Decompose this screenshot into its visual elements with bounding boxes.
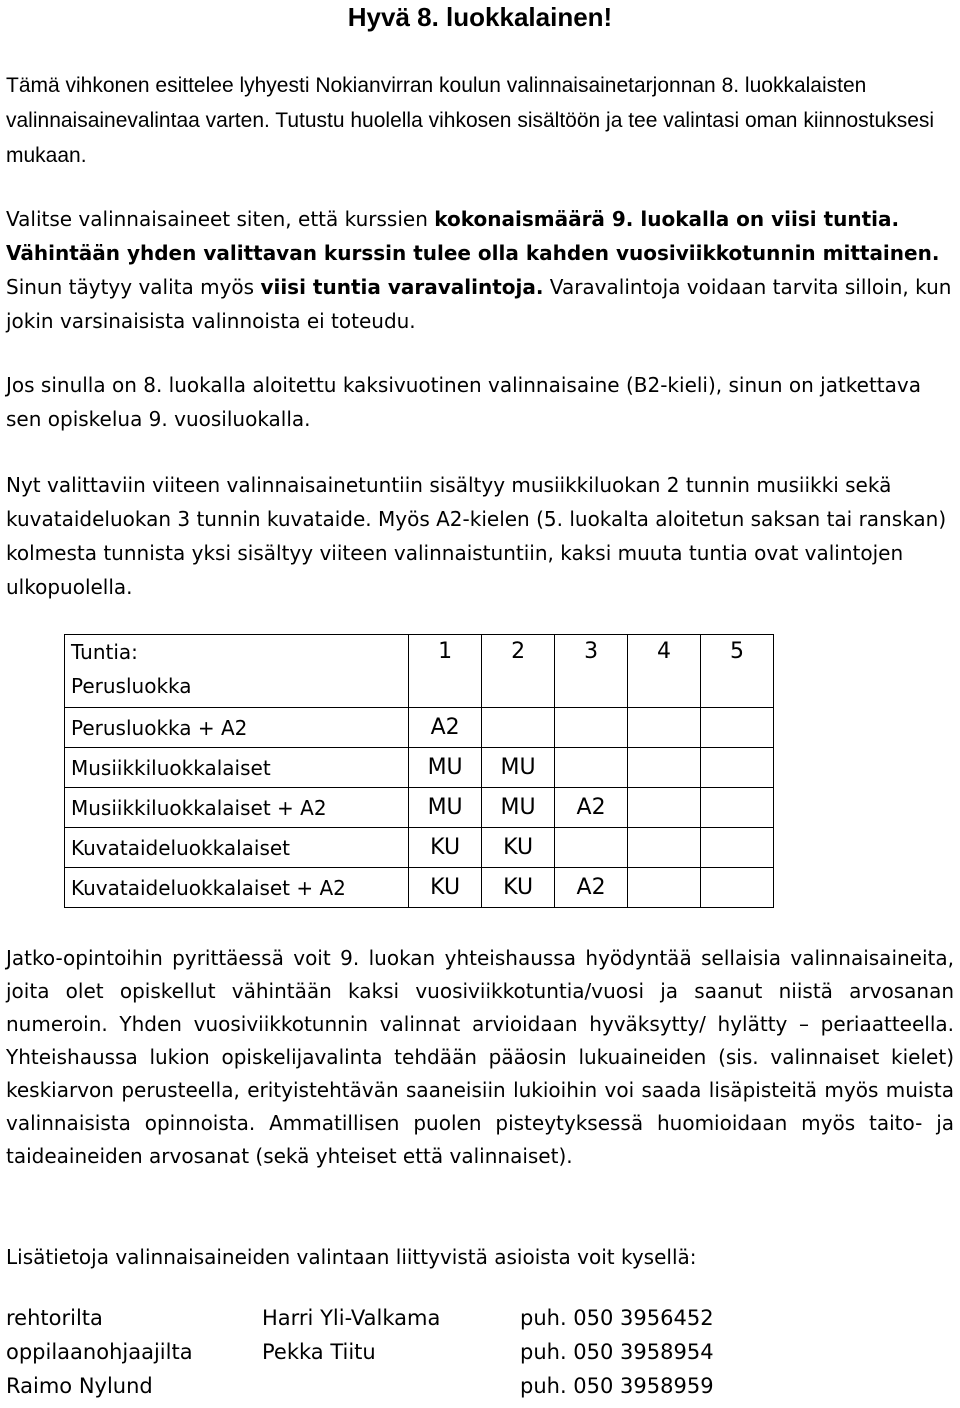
course-hours-table: [64, 634, 774, 908]
rules-bold-2: viisi tuntia varavalintoja.: [260, 275, 544, 299]
table-cell: [628, 708, 701, 748]
table-cell: A2: [409, 708, 482, 748]
table-cell: A2: [555, 788, 628, 828]
table-row: [65, 828, 774, 868]
table-cell: MU: [482, 788, 555, 828]
contact-name: Harri Yli-Valkama: [262, 1306, 441, 1330]
contact-phone: puh. 050 3958959: [520, 1374, 714, 1398]
table-cell: [555, 748, 628, 788]
table-row: [65, 868, 774, 908]
table-header-label-cell: [65, 635, 409, 708]
table-cell: [628, 788, 701, 828]
table-cell: [628, 868, 701, 908]
intro-paragraph: Tämä vihkonen esittelee lyhyesti Nokianvirran koulun valinnaisainetarjonnan 8. luokkalaisten valinnaisainevalintaa varten. Tutustu huolella vihkosen sisältöön ja tee valintasi oman kiinnostuksesi mukaan.: [6, 74, 935, 167]
table-row-label: Perusluokka + A2: [65, 708, 409, 748]
table-cell: [555, 708, 628, 748]
contact-role: rehtorilta: [6, 1306, 103, 1330]
rules-text-3: Varavalintoja voidaan tarvita silloin, kun jokin varsinaisista valinnoista ei toteudu.: [6, 275, 952, 333]
table-cell: [628, 828, 701, 868]
table-row-label: Kuvataideluokkalaiset: [65, 828, 409, 868]
table-cell: MU: [409, 788, 482, 828]
table-row-label: Musiikkiluokkalaiset: [65, 748, 409, 788]
table-cell: KU: [482, 828, 555, 868]
contact-phone: puh. 050 3956452: [520, 1306, 714, 1330]
table-cell: [628, 748, 701, 788]
rules-paragraph: [6, 202, 954, 338]
table-header-row: [65, 635, 774, 708]
table-row: [65, 788, 774, 828]
table-header-label: Tuntia:: [71, 640, 138, 664]
rules-bold-1: kokonaismäärä 9. luokalla on viisi tuntia. Vähintään yhden valittavan kurssin tulee olla kahden vuosiviikkotunnin mittainen.: [6, 207, 940, 265]
contact-role: Raimo Nylund: [6, 1374, 153, 1398]
table-cell: KU: [409, 828, 482, 868]
table-cell: [701, 708, 774, 748]
contact-name: Pekka Tiitu: [262, 1340, 376, 1364]
table-row: [65, 748, 774, 788]
page-title: Hyvä 8. luokkalainen!: [347, 2, 613, 32]
table-cell: [701, 788, 774, 828]
table-cell: A2: [555, 868, 628, 908]
table-cell: [701, 868, 774, 908]
table-cell: KU: [409, 868, 482, 908]
table-cell: MU: [409, 748, 482, 788]
table-hour-header: 3: [555, 635, 628, 708]
table-hour-header: 1: [409, 635, 482, 708]
music-art-paragraph: Nyt valittaviin viiteen valinnaisainetuntiin sisältyy musiikkiluokan 2 tunnin musiikki sekä kuvataideluokan 3 tunnin kuvataide. Myös A2-kielen (5. luokalta aloitetun saksan tai ranskan) kolmesta tunnista yksi sisältyy viiteen valinnaistuntiin, kaksi muuta tuntia ovat valintojen ulkopuolella.: [6, 473, 947, 599]
table-row-label: Perusluokka: [71, 674, 192, 698]
table-cell: KU: [482, 868, 555, 908]
more-info-paragraph: Lisätietoja valinnaisaineiden valintaan liittyvistä asioista voit kysellä:: [6, 1245, 697, 1269]
rules-text-2: Sinun täytyy valita myös: [6, 275, 261, 299]
table-cell: [701, 748, 774, 788]
table-hour-header: 4: [628, 635, 701, 708]
further-studies-paragraph: Jatko-opintoihin pyrittäessä voit 9. luokan yhteishaussa hyödyntää sellaisia valinnaisaineita, joita olet opiskellut vähintään kaksi vuosiviikkotuntia/vuosi ja saanut niistä arvosanan numeroin. Yhden vuosiviikkotunnin valinnat arvioidaan hyväksytty/ hylätty – periaatteella. Yhteishaussa lukion opiskelijavalinta tehdään pääosin lukuaineiden (sis. valinnaiset kielet) keskiarvon perusteella, erityistehtävän saaneisiin lukioihin voi saada lisäpisteitä myös muista valinnaisista opinnoista. Ammatillisen puolen pisteytyksessä huomioidaan myös taito- ja taideaineiden arvosanat (sekä yhteiset että valinnaiset).: [6, 946, 954, 1168]
table-hour-header: 2: [482, 635, 555, 708]
table-cell: MU: [482, 748, 555, 788]
table-row-label: Kuvataideluokkalaiset + A2: [65, 868, 409, 908]
table-row-label: Musiikkiluokkalaiset + A2: [65, 788, 409, 828]
rules-text-1: Valitse valinnaisaineet siten, että kurssien: [6, 207, 435, 231]
table-cell: [701, 828, 774, 868]
table-cell: [555, 828, 628, 868]
table-cell: [482, 708, 555, 748]
contact-phone: puh. 050 3958954: [520, 1340, 714, 1364]
table-row: [65, 708, 774, 748]
table-hour-header: 5: [701, 635, 774, 708]
b2-language-paragraph: Jos sinulla on 8. luokalla aloitettu kaksivuotinen valinnaisaine (B2-kieli), sinun on jatkettava sen opiskelua 9. vuosiluokalla.: [6, 373, 921, 431]
contact-role: oppilaanohjaajilta: [6, 1340, 193, 1364]
